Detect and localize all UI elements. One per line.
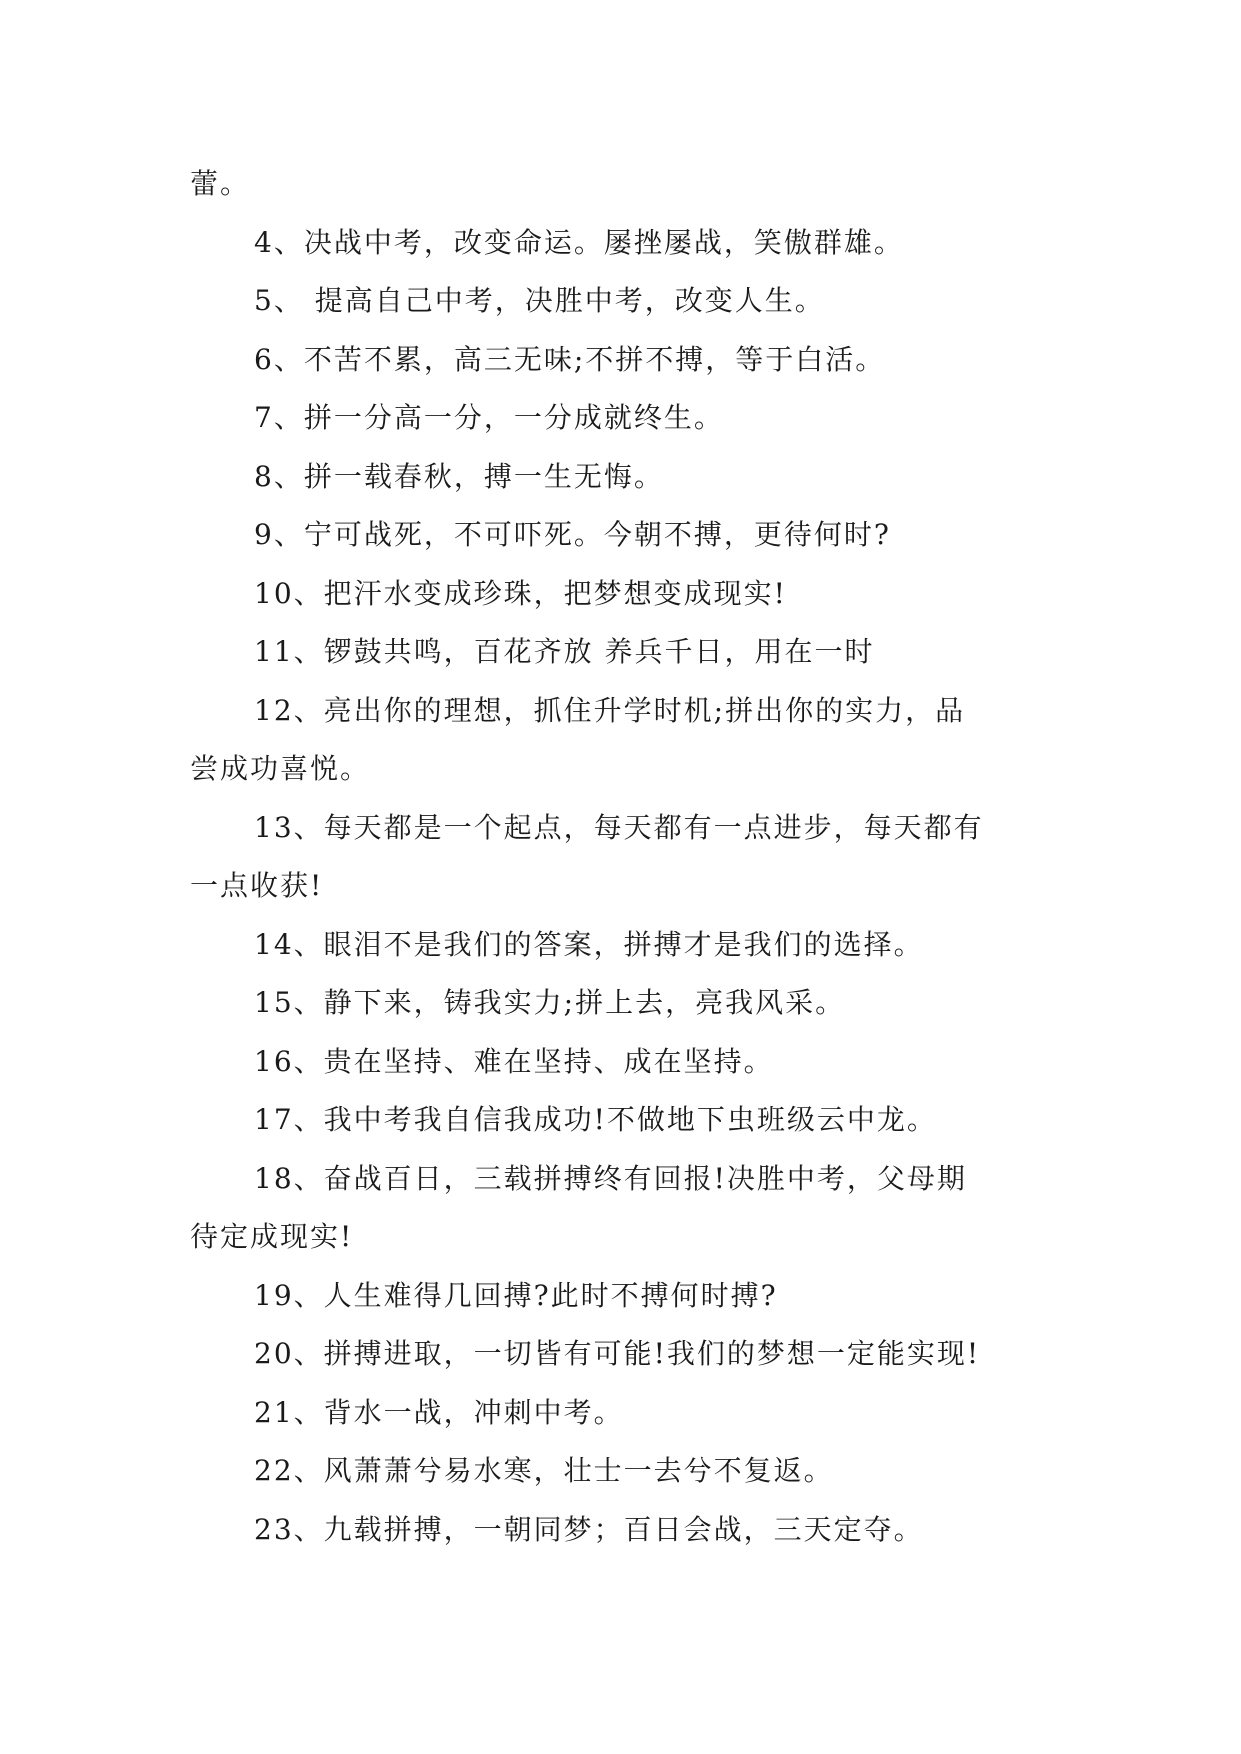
slogan-line: 19、人生难得几回搏?此时不搏何时搏? xyxy=(254,1278,778,1312)
slogan-line: 17、我中考我自信我成功!不做地下虫班级云中龙。 xyxy=(254,1103,937,1136)
text-line: 待定成现实! xyxy=(190,1220,354,1253)
text-line: 蕾。 xyxy=(190,167,251,200)
slogan-line: 5、 提高自己中考，决胜中考，改变人生。 xyxy=(254,284,825,317)
slogan-line: 15、静下来，铸我实力;拼上去，亮我风采。 xyxy=(254,986,846,1019)
text-line: 尝成功喜悦。 xyxy=(190,752,371,785)
document-body xyxy=(190,155,1060,1559)
text-line: 一点收获! xyxy=(190,869,324,902)
slogan-line: 13、每天都是一个起点，每天都有一点进步，每天都有 xyxy=(254,810,984,844)
slogan-line: 9、宁可战死，不可吓死。今朝不搏，更待何时? xyxy=(254,518,891,551)
slogan-line: 6、不苦不累，高三无味;不拼不搏，等于白活。 xyxy=(254,342,886,376)
slogan-line: 7、拼一分高一分，一分成就终生。 xyxy=(254,401,724,434)
slogan-line: 12、亮出你的理想，抓住升学时机;拼出你的实力，品 xyxy=(254,693,966,727)
slogan-line: 14、眼泪不是我们的答案，拼搏才是我们的选择。 xyxy=(254,927,924,961)
slogan-line: 10、把汗水变成珍珠，把梦想变成现实! xyxy=(254,576,787,610)
slogan-line: 23、九载拼搏，一朝同梦；百日会战，三天定夺。 xyxy=(254,1512,924,1546)
slogan-line: 18、奋战百日，三载拼搏终有回报!决胜中考，父母期 xyxy=(254,1161,967,1195)
slogan-line: 4、决战中考，改变命运。屡挫屡战，笑傲群雄。 xyxy=(254,225,904,259)
slogan-line: 8、拼一载春秋，搏一生无悔。 xyxy=(254,459,664,493)
slogan-line: 21、背水一战，冲刺中考。 xyxy=(254,1395,624,1429)
slogan-line: 16、贵在坚持、难在坚持、成在坚持。 xyxy=(254,1044,774,1078)
slogan-line: 11、锣鼓共鸣，百花齐放 养兵千日，用在一时 xyxy=(254,635,875,668)
slogan-line: 20、拼搏进取，一切皆有可能!我们的梦想一定能实现! xyxy=(254,1337,981,1370)
slogan-line: 22、风萧萧兮易水寒，壮士一去兮不复返。 xyxy=(254,1454,834,1487)
